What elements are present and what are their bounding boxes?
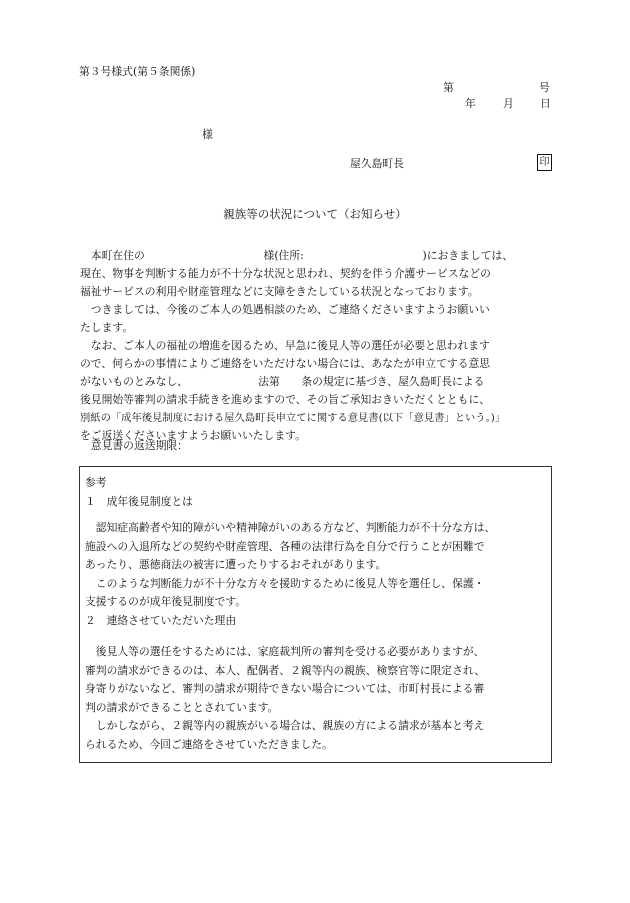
reference-header bbox=[85, 474, 555, 511]
section-2-line: 身寄りがないなど、審判の請求が期待できない場合については、市町村長による審 bbox=[85, 682, 485, 695]
body-line: をご返送くださいますようお願いいたします。 bbox=[80, 429, 306, 442]
section-2-body bbox=[85, 643, 555, 754]
form-number: 第３号様式(第５条関係) bbox=[79, 65, 196, 78]
section-2-title: ２ 連絡させていただいた理由 bbox=[85, 614, 237, 627]
body-line: 本町在住の 様(住所: )におきましては、 bbox=[80, 249, 514, 262]
reference-heading: 参考 bbox=[85, 476, 107, 489]
body-line: 後見開始等審判の請求手続きを進めますので、その旨ご承知おきいただくとともに、 bbox=[80, 393, 491, 406]
date-month: 月 bbox=[503, 97, 514, 110]
body-line: 福祉サービスの利用や財産管理などに支障をきたしている状況となっております。 bbox=[80, 285, 479, 298]
section-2-heading-wrap bbox=[85, 612, 555, 631]
body-line: なお、ご本人の福祉の増進を図るため、早急に後見人等の選任が必要と思われます bbox=[80, 339, 490, 352]
date-day: 日 bbox=[540, 97, 551, 110]
section-1-line: 施設への入退所などの契約や財産管理、各種の法律行為を自分で行うことが困難で bbox=[85, 539, 485, 553]
body-line: 現在、物事を判断する能力が不十分な状況と思われ、契約を伴う介護サービスなどの bbox=[80, 267, 491, 280]
section-1-line: あったり、悪徳商法の被害に遭ったりするおそれがあります。 bbox=[85, 558, 387, 571]
return-deadline-label: 意見書の返送期限： bbox=[80, 439, 188, 452]
body-line: つきましては、今後のご本人の処遇相談のため、ご連絡くださいますようお願いい bbox=[80, 303, 490, 316]
document-number-suffix: 号 bbox=[539, 81, 550, 94]
section-2-line: 判の請求ができることとされています。 bbox=[85, 700, 279, 714]
section-1-line: 支援するのが成年後見制度です。 bbox=[85, 595, 247, 608]
section-1-body bbox=[85, 519, 555, 612]
section-1-line: 認知症高齢者や知的障がいや精神障がいのある方など、判断能力が不十分な方は、 bbox=[85, 521, 496, 534]
sender-name: 屋久島町長 bbox=[350, 157, 404, 170]
body-line: たします。 bbox=[80, 321, 134, 334]
document-title: 親族等の状況について（お知らせ） bbox=[223, 207, 407, 221]
section-2-line: 後見人等の選任をするためには、家庭裁判所の審判を受ける必要がありますが、 bbox=[85, 645, 485, 658]
body-text bbox=[80, 247, 555, 445]
section-1-line: このような判断能力が不十分な方々を援助するために後見人等を選任し、保護・ bbox=[85, 576, 485, 590]
body-line: ので、何らかの事情によりご連絡をいただけない場合には、あなたが申立てする意思 bbox=[80, 357, 491, 370]
document-number-prefix: 第 bbox=[443, 81, 454, 94]
addressee-honorific: 様 bbox=[202, 128, 213, 141]
body-line: 別紙の「成年後見制度における屋久島町長申立てに関する意見書(以下「意見書」という。)」 bbox=[80, 412, 506, 424]
date-year: 年 bbox=[465, 97, 476, 110]
body-line: がないものとみなし、 法第 条の規定に基づき、屋久島町長による bbox=[80, 375, 485, 388]
section-1-title: １ 成年後見制度とは bbox=[85, 494, 193, 508]
section-2-line: しかしながら、２親等内の親族がいる場合は、親族の方による請求が基本と考え bbox=[85, 719, 485, 732]
seal-box: 印 bbox=[537, 154, 552, 171]
section-2-line: られるため、今回ご連絡をさせていただきました。 bbox=[85, 737, 333, 751]
section-2-line: 審判の請求ができるのは、本人、配偶者、２親等内の親族、検察官等に限定され、 bbox=[85, 663, 486, 677]
